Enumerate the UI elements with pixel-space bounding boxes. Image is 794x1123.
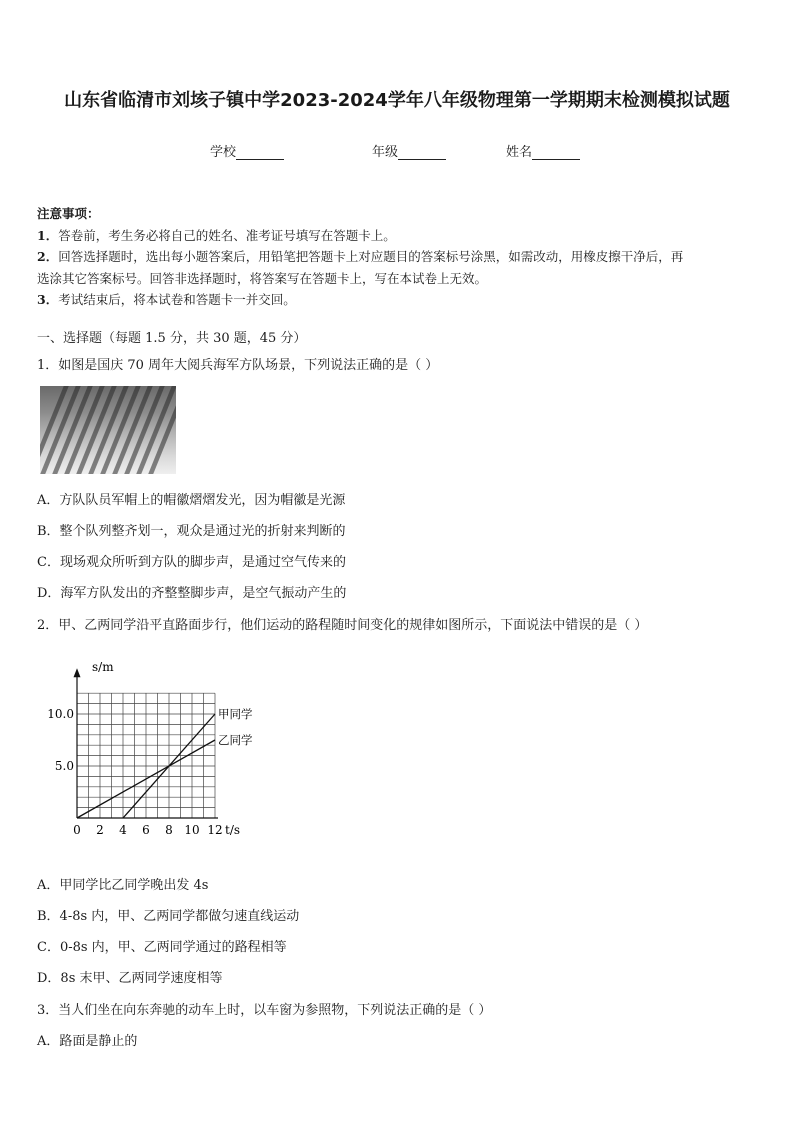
q2-option-b: B．4-8s 内，甲、乙两同学都做匀速直线运动 — [37, 909, 300, 924]
distance-time-chart — [40, 655, 270, 845]
x-tick-label: 4 — [119, 823, 127, 837]
note-text-1: 答卷前，考生务必将自己的姓名、准考证号填写在答题卡上。 — [58, 227, 396, 243]
note-num-1: 1． — [37, 227, 59, 243]
grade-field — [372, 141, 446, 160]
note-item-1 — [37, 225, 759, 247]
chart-series — [77, 707, 253, 818]
parade-photo — [40, 386, 176, 474]
school-label: 学校 — [210, 145, 237, 160]
notes-block — [37, 203, 759, 311]
q1-option-c: C．现场观众所听到方队的脚步声，是通过空气传来的 — [37, 555, 346, 570]
q2-option-d: D．8s 末甲、乙两同学速度相等 — [37, 971, 223, 986]
note-item-3 — [37, 289, 759, 311]
notes-heading: 注意事项： — [37, 206, 100, 221]
q1-option-d: D．海军方队发出的齐整整脚步声，是空气振动产生的 — [37, 586, 347, 601]
document-title: 山东省临清市刘垓子镇中学2023-2024学年八年级物理第一学期期末检测模拟试题 — [64, 90, 730, 111]
name-field — [506, 141, 580, 160]
question-3-stem: 3．当人们坐在向东奔驰的动车上时，以车窗为参照物，下列说法正确的是（ ） — [37, 1003, 492, 1018]
school-field — [210, 141, 284, 160]
y-axis-arrow — [74, 668, 81, 677]
series-label-1: 甲同学 — [218, 707, 253, 721]
q2-option-a: A．甲同学比乙同学晚出发 4s — [37, 878, 209, 893]
name-blank — [532, 147, 580, 160]
q2-option-c: C．0-8s 内，甲、乙两同学通过的路程相等 — [37, 940, 287, 955]
x-tick-label: 10 — [184, 823, 200, 837]
grade-blank — [398, 147, 446, 160]
x-tick-label: 6 — [142, 823, 150, 837]
question-2-stem: 2．甲、乙两同学沿平直路面步行，他们运动的路程随时间变化的规律如图所示，下面说法中错误的是（ ） — [37, 618, 648, 633]
chart-grid — [77, 693, 215, 818]
q3-option-a: A．路面是静止的 — [37, 1034, 138, 1049]
name-label: 姓名 — [506, 145, 533, 160]
series-label-2: 乙同学 — [218, 733, 253, 747]
y-axis-label: s/m — [92, 660, 114, 674]
x-tick-label: 8 — [165, 823, 173, 837]
note-num-3: 3． — [37, 292, 59, 307]
note-num-2: 2． — [37, 249, 59, 264]
x-tick-label: 2 — [96, 823, 104, 837]
question-1-stem: 1．如图是国庆 70 周年大阅兵海军方队场景，下列说法正确的是（ ） — [37, 358, 439, 373]
section-heading: 一、选择题（每题 1.5 分，共 30 题，45 分） — [37, 331, 307, 346]
q1-option-a: A．方队队员军帽上的帽徽熠熠发光，因为帽徽是光源 — [37, 493, 346, 508]
x-tick-label: 12 — [207, 823, 223, 837]
school-blank — [236, 147, 284, 160]
grade-label: 年级 — [372, 145, 399, 160]
note-item-2 — [37, 246, 759, 268]
note-text-2a: 回答选择题时，选出每小题答案后，用铅笔把答题卡上对应题目的答案标号涂黑，如需改动，用橡皮擦干净后，再 — [58, 249, 684, 264]
note-item-2-cont: 选涂其它答案标号。回答非选择题时，将答案写在答题卡上，写在本试卷上无效。 — [37, 270, 488, 286]
note-text-3: 考试结束后，将本试卷和答题卡一并交回。 — [58, 292, 296, 307]
x-tick-label: 0 — [73, 823, 81, 837]
q1-option-b: B．整个队列整齐划一，观众是通过光的折射来判断的 — [37, 524, 346, 539]
y-tick-label: 5.0 — [54, 759, 74, 773]
y-tick-label: 10.0 — [47, 707, 74, 721]
x-axis-label: t/s — [225, 823, 241, 837]
